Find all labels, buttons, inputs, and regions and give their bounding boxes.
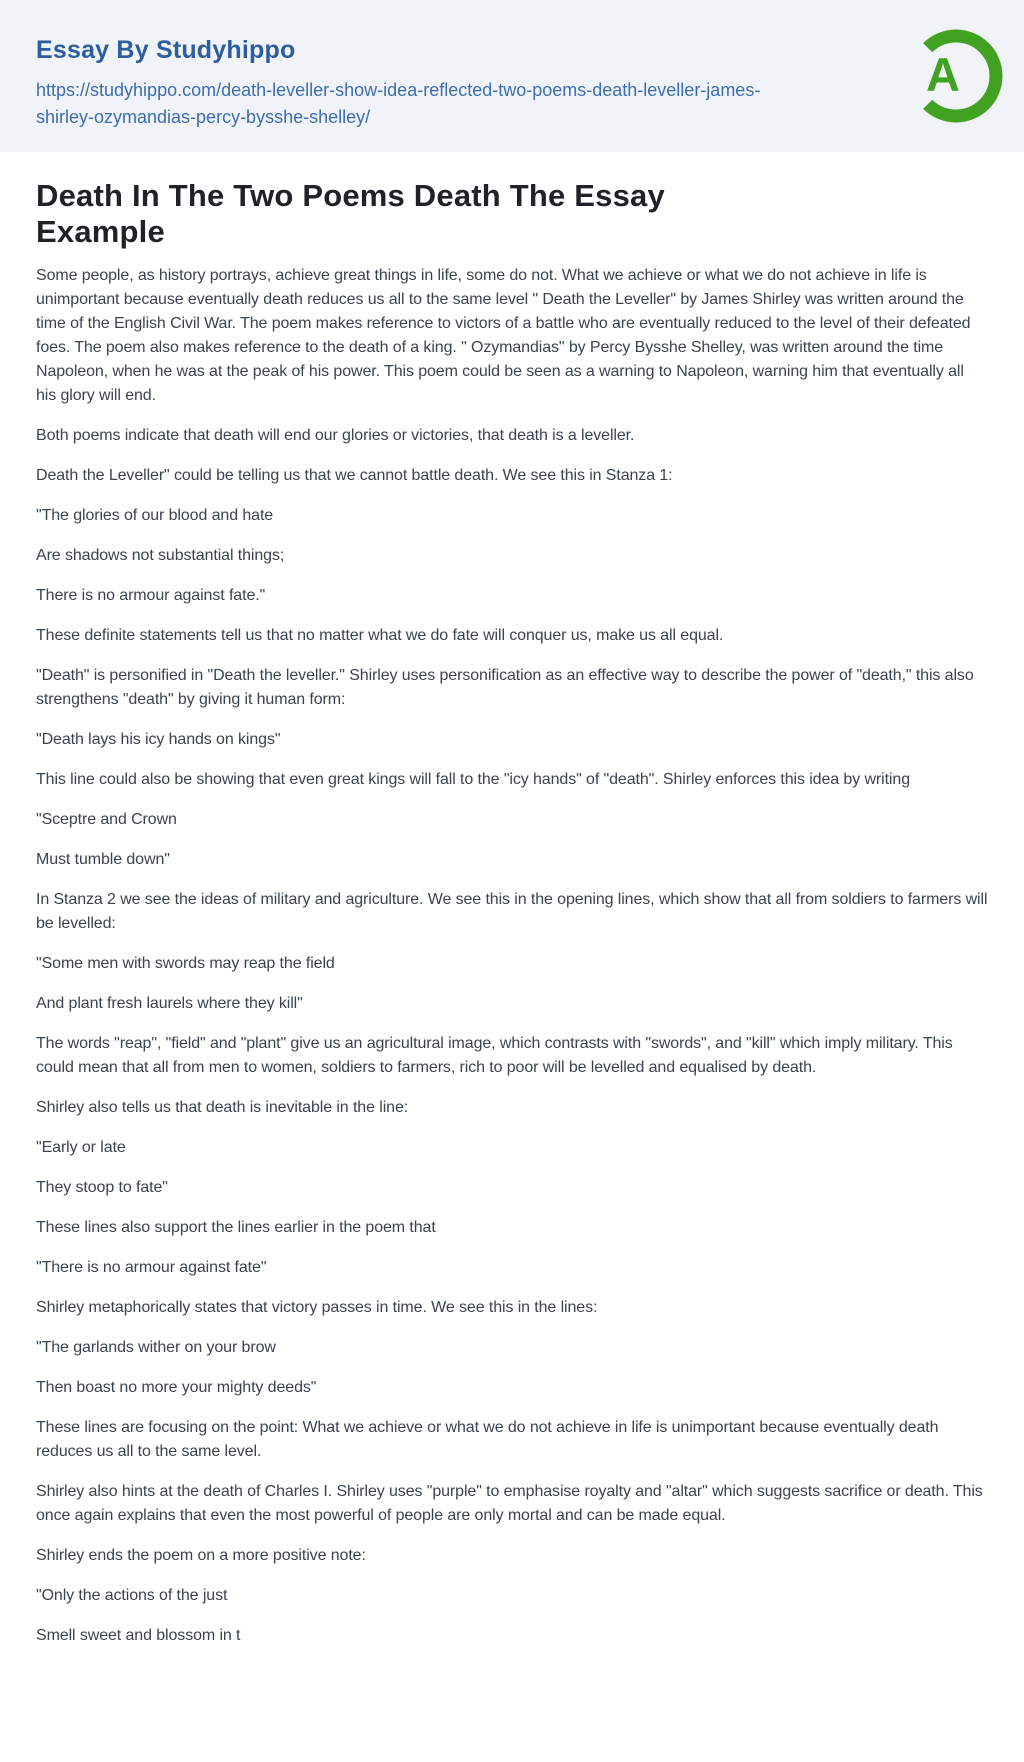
essay-paragraph: Both poems indicate that death will end our glories or victories, that death is a leveller. [36,427,635,444]
essay-paragraph: Shirley also tells us that death is inevitable in the line: [36,1099,409,1116]
logo-letter: A [926,48,960,101]
page-header [0,0,1024,152]
essay-body [36,264,988,1648]
essay-paragraph: These lines also support the lines earlier in the poem that [36,1219,436,1236]
essay-paragraph: Then boast no more your mighty deeds" [36,1379,317,1396]
essay-paragraph: "Some men with swords may reap the field [36,955,335,972]
essay-paragraph: There is no armour against fate." [36,587,266,604]
essay-paragraph: Shirley metaphorically states that victory passes in time. We see this in the lines: [36,1299,598,1316]
essay-paragraph: "Death" is personified in "Death the leveller." Shirley uses personification as an effective way to describe the power of "death," this also strengthens "death" by giving it human form: [36,667,974,708]
essay-content [0,178,1024,1648]
essay-paragraph: This line could also be showing that even great kings will fall to the "icy hands" of "death". Shirley enforces this idea by writing [36,771,910,788]
essay-paragraph: The words "reap", "field" and "plant" give us an agricultural image, which contrasts with "swords", and "kill" which imply military. This could mean that all from men to women, soldiers to farmers, rich to poor will be levelled and equalised by death. [36,1035,953,1076]
site-title: Essay By Studyhippo [36,36,296,64]
essay-paragraph: Are shadows not substantial things; [36,547,285,564]
essay-paragraph: "Sceptre and Crown [36,811,177,828]
essay-paragraph: Smell sweet and blossom in t [36,1627,241,1644]
essay-paragraph: They stoop to fate" [36,1179,168,1196]
essay-paragraph: "Early or late [36,1139,126,1156]
essay-paragraph: These definite statements tell us that no matter what we do fate will conquer us, make us all equal. [36,627,724,644]
essay-paragraph: Shirley also hints at the death of Charles I. Shirley uses "purple" to emphasise royalty and "altar" which suggests sacrifice or death. This once again explains that even the most powerful of people are only mortal and can be made equal. [36,1483,983,1524]
essay-paragraph: "Only the actions of the just [36,1587,228,1604]
header-text-block [36,34,798,131]
essay-paragraph: Must tumble down" [36,851,170,868]
studyhippo-logo-icon [902,22,1006,126]
essay-paragraph: These lines are focusing on the point: What we achieve or what we do not achieve in life is unimportant because eventually death reduces us all to the same level. [36,1419,939,1460]
essay-paragraph: "The garlands wither on your brow [36,1339,276,1356]
essay-title: Death In The Two Poems Death The Essay Example [36,178,665,249]
essay-paragraph: Death the Leveller" could be telling us that we cannot battle death. We see this in Stanza 1: [36,467,673,484]
essay-paragraph: In Stanza 2 we see the ideas of military and agriculture. We see this in the opening lines, which show that all from soldiers to farmers will be levelled: [36,891,988,932]
source-url-link[interactable]: https://studyhippo.com/death-leveller-show-idea-reflected-two-poems-death-leveller-james-shirley-ozymandias-percy-bysshe-shelley/ [36,80,761,127]
essay-paragraph: "There is no armour against fate" [36,1259,267,1276]
essay-paragraph: "The glories of our blood and hate [36,507,274,524]
essay-paragraph: "Death lays his icy hands on kings" [36,731,281,748]
essay-paragraph: And plant fresh laurels where they kill" [36,995,303,1012]
essay-paragraph: Some people, as history portrays, achieve great things in life, some do not. What we achieve or what we do not achieve in life is unimportant because eventually death reduces us all to the same level " Death the Leveller" by James Shirley was written around the time of the English Civil War. The poem makes reference to victors of a battle who are eventually reduced to the level of their defeated foes. The poem also makes reference to the death of a king. " Ozymandias" by Percy Bysshe Shelley, was written around the time Napoleon, when he was at the peak of his power. This poem could be seen as a warning to Napoleon, warning him that eventually all his glory will end. [36,267,971,404]
essay-paragraph: Shirley ends the poem on a more positive note: [36,1547,366,1564]
